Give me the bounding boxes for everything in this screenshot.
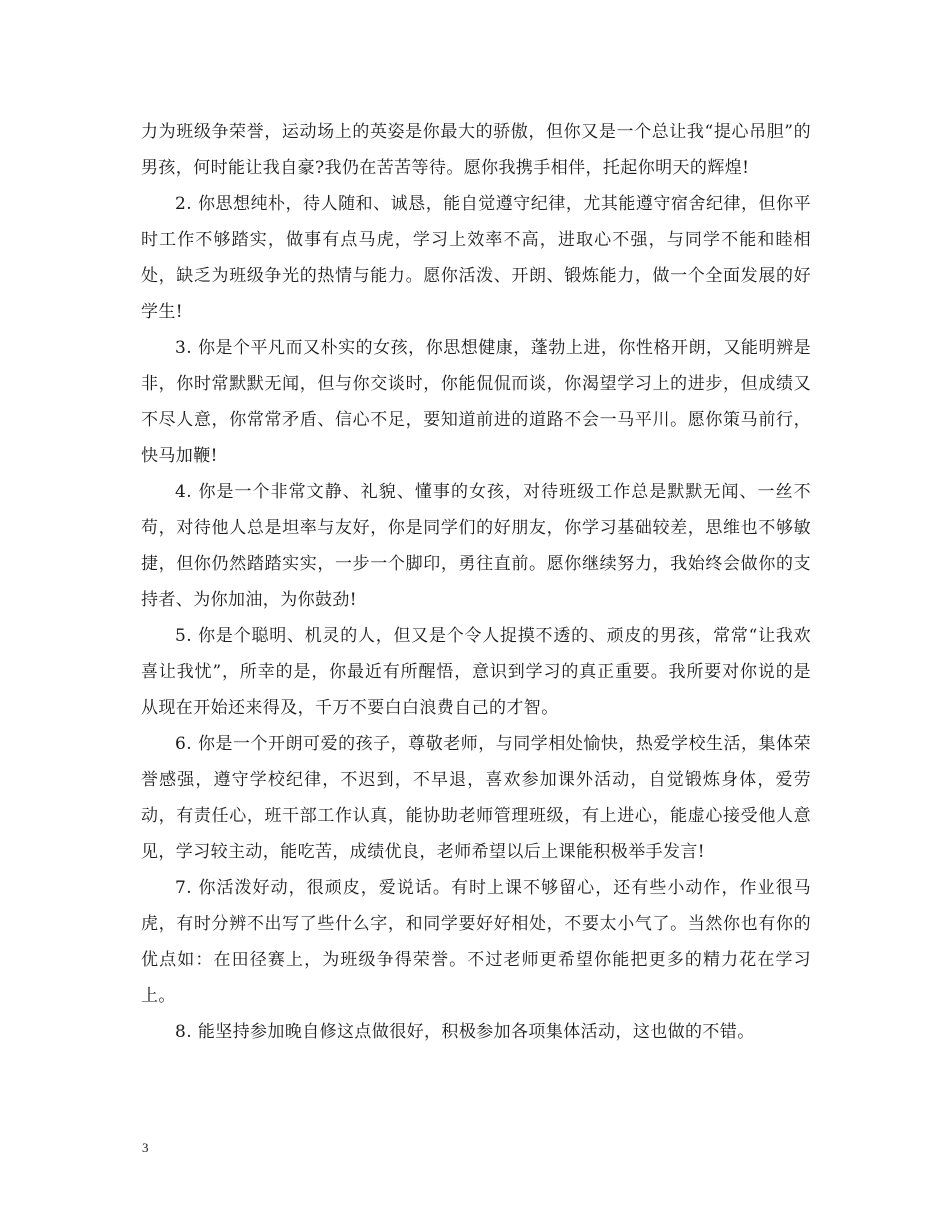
paragraph-comment-7: 7. 你活泼好动，很顽皮，爱说话。有时上课不够留心，还有些小动作，作业很马虎，有时分辨不出写了些什么字，和同学要好好相处，不要太小气了。当然你也有你的优点如：在田径赛上，为班级争得荣誉。不过老师更希望你能把更多的精力花在学习上。	[141, 878, 811, 1006]
document-body	[141, 114, 811, 1050]
paragraph-comment-2: 2. 你思想纯朴，待人随和、诚恳，能自觉遵守纪律，尤其能遵守宿舍纪律，但你平时工作不够踏实，做事有点马虎，学习上效率不高，进取心不强，与同学不能和睦相处，缺乏为班级争光的热情与能力。愿你活泼、开朗、锻炼能力，做一个全面发展的好学生!	[141, 194, 811, 322]
paragraph-comment-8: 8. 能坚持参加晚自修这点做很好，积极参加各项集体活动，这也做的不错。	[175, 1022, 755, 1042]
paragraph-comment-6: 6. 你是一个开朗可爱的孩子，尊敬老师，与同学相处愉快，热爱学校生活，集体荣誉感强，遵守学校纪律，不迟到，不早退，喜欢参加课外活动，自觉锻炼身体，爱劳动，有责任心，班干部工作认真，能协助老师管理班级，有上进心，能虚心接受他人意见，学习较主动，能吃苦，成绩优良，老师希望以后上课能积极举手发言!	[141, 734, 811, 862]
paragraph-comment-5: 5. 你是个聪明、机灵的人，但又是个令人捉摸不透的、顽皮的男孩，常常“让我欢喜让我忧”，所幸的是，你最近有所醒悟，意识到学习的真正重要。我所要对你说的是从现在开始还来得及，千万不要白白浪费自己的才智。	[141, 626, 811, 718]
paragraph-comment-4: 4. 你是一个非常文静、礼貌、懂事的女孩，对待班级工作总是默默无闻、一丝不苟，对待他人总是坦率与友好，你是同学们的好朋友，你学习基础较差，思维也不够敏捷，但你仍然踏踏实实，一步一个脚印，勇往直前。愿你继续努力，我始终会做你的支持者、为你加油，为你鼓劲!	[141, 482, 811, 610]
page-number: 3	[142, 1140, 149, 1155]
paragraph-comment-3: 3. 你是个平凡而又朴实的女孩，你思想健康，蓬勃上进，你性格开朗，又能明辨是非，你时常默默无闻，但与你交谈时，你能侃侃而谈，你渴望学习上的进步，但成绩又不尽人意，你常常矛盾、信心不足，要知道前进的道路不会一马平川。愿你策马前行，快马加鞭!	[141, 338, 811, 466]
paragraph-continued: 力为班级争荣誉，运动场上的英姿是你最大的骄傲，但你又是一个总让我“提心吊胆”的男孩，何时能让我自豪?我仍在苦苦等待。愿你我携手相伴，托起你明天的辉煌!	[141, 122, 811, 178]
